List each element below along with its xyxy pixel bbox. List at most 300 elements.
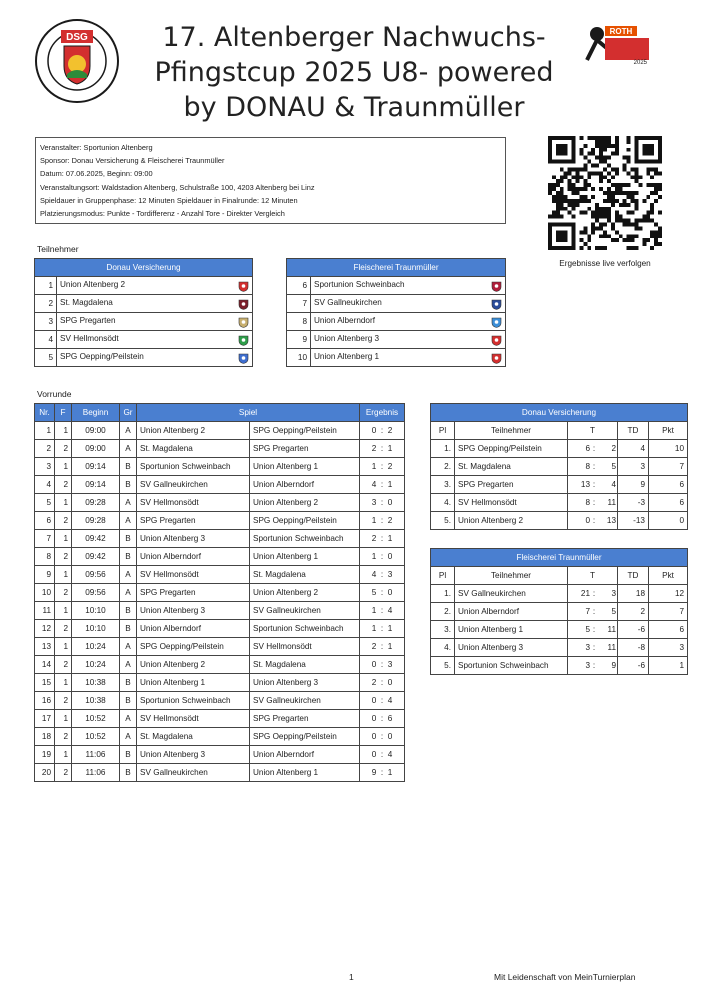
goals-against: 11 [607, 498, 616, 507]
standing-place: 2. [431, 603, 455, 621]
match-group: A [120, 656, 137, 674]
col-header-result: Ergebnis [360, 404, 405, 422]
club-crest-icon [491, 299, 502, 310]
col-header-nr: Nr. [35, 404, 55, 422]
away-goals: 0 [387, 732, 393, 741]
score-separator: : [376, 498, 388, 507]
match-field: 1 [55, 746, 72, 764]
score-separator: : [376, 426, 388, 435]
match-row [35, 422, 405, 440]
score-separator: : [376, 696, 388, 705]
participant-name: Union Altenberg 2 [60, 279, 126, 289]
match-number: 10 [35, 584, 55, 602]
match-start-time: 10:24 [72, 656, 120, 674]
home-goals: 0 [371, 426, 377, 435]
standing-goal-diff: -8 [618, 639, 649, 657]
match-group: A [120, 494, 137, 512]
match-home-team: SPG Oepping/Peilstein [137, 638, 250, 656]
goals-separator: : [592, 661, 596, 670]
standing-points: 12 [649, 585, 688, 603]
match-group: B [120, 674, 137, 692]
participant-number: 10 [287, 349, 311, 367]
participant-name: Sportunion Schweinbach [314, 279, 405, 289]
participant-cell [311, 349, 506, 367]
participant-number: 4 [35, 331, 57, 349]
match-start-time: 09:00 [72, 422, 120, 440]
participant-row [35, 331, 253, 349]
score-separator: : [376, 588, 388, 597]
match-start-time: 09:14 [72, 476, 120, 494]
goals-against: 5 [611, 462, 616, 471]
participant-cell [311, 277, 506, 295]
match-away-team: SV Gallneukirchen [250, 692, 360, 710]
info-duration: Spieldauer in Gruppenphase: 12 Minuten Spieldauer in Finalrunde: 12 Minuten [40, 195, 298, 205]
match-number: 6 [35, 512, 55, 530]
match-group: B [120, 548, 137, 566]
match-row [35, 548, 405, 566]
goals-for: 8 [585, 462, 590, 471]
match-field: 1 [55, 710, 72, 728]
home-goals: 0 [371, 714, 377, 723]
home-goals: 1 [371, 516, 377, 525]
participant-name: SPG Pregarten [60, 315, 116, 325]
match-number: 20 [35, 764, 55, 782]
score-separator: : [376, 552, 388, 561]
match-home-team: Union Altenberg 1 [137, 674, 250, 692]
match-number: 9 [35, 566, 55, 584]
participants-label: Teilnehmer [37, 244, 79, 254]
participant-name: SPG Oepping/Peilstein [60, 351, 144, 361]
standings-column-headers [431, 422, 688, 440]
match-home-team: Sportunion Schweinbach [137, 458, 250, 476]
match-group: A [120, 422, 137, 440]
match-row [35, 692, 405, 710]
preliminary-round-label: Vorrunde [37, 389, 72, 399]
standing-points: 1 [649, 657, 688, 675]
goals-for: 7 [585, 607, 590, 616]
standing-goals [568, 458, 618, 476]
away-goals: 2 [387, 462, 393, 471]
participant-cell [57, 313, 253, 331]
home-goals: 0 [371, 660, 377, 669]
match-field: 2 [55, 584, 72, 602]
match-result [360, 620, 405, 638]
match-home-team: Union Alberndorf [137, 620, 250, 638]
title-line-3: by DONAU & Traunmüller [183, 92, 525, 123]
tournament-info-box [35, 137, 506, 224]
club-crest-icon [238, 317, 249, 328]
score-separator: : [376, 606, 388, 615]
standings-header-points: Pkt [649, 567, 688, 585]
match-row [35, 476, 405, 494]
club-crest-icon [238, 335, 249, 346]
participant-row [287, 349, 506, 367]
home-goals: 4 [371, 570, 377, 579]
goals-against: 4 [611, 480, 616, 489]
participant-name: SV Gallneukirchen [314, 297, 382, 307]
standings-row [431, 603, 688, 621]
participant-number: 6 [287, 277, 311, 295]
info-ranking-mode: Platzierungsmodus: Punkte - Tordifferenz - Anzahl Tore - Direkter Vergleich [40, 209, 285, 219]
match-home-team: SPG Pregarten [137, 512, 250, 530]
match-group: A [120, 440, 137, 458]
away-goals: 0 [387, 552, 393, 561]
home-goals: 1 [371, 552, 377, 561]
match-away-team: SPG Oepping/Peilstein [250, 512, 360, 530]
standing-goals [568, 657, 618, 675]
match-number: 19 [35, 746, 55, 764]
match-home-team: SV Hellmonsödt [137, 494, 250, 512]
goals-separator: : [592, 607, 596, 616]
match-number: 7 [35, 530, 55, 548]
match-start-time: 10:52 [72, 710, 120, 728]
match-row [35, 584, 405, 602]
standing-team: SV Hellmonsödt [455, 494, 568, 512]
match-row [35, 458, 405, 476]
participant-name: Union Altenberg 3 [314, 333, 380, 343]
goals-separator: : [592, 462, 596, 471]
info-organizer: Veranstalter: Sportunion Altenberg [40, 143, 153, 152]
match-field: 2 [55, 764, 72, 782]
standings-row [431, 657, 688, 675]
svg-text:2025: 2025 [633, 60, 647, 66]
score-separator: : [376, 678, 388, 687]
score-separator: : [376, 462, 388, 471]
match-home-team: Union Altenberg 3 [137, 746, 250, 764]
participant-row [287, 295, 506, 313]
match-home-team: St. Magdalena [137, 440, 250, 458]
score-separator: : [376, 642, 388, 651]
match-field: 1 [55, 566, 72, 584]
standing-goals [568, 440, 618, 458]
standing-goal-diff: -3 [618, 494, 649, 512]
standing-goals [568, 512, 618, 530]
match-group: A [120, 728, 137, 746]
match-start-time: 09:28 [72, 494, 120, 512]
participant-cell [311, 295, 506, 313]
standing-points: 6 [649, 476, 688, 494]
goals-separator: : [592, 625, 596, 634]
match-home-team: Union Altenberg 3 [137, 530, 250, 548]
qr-code[interactable] [548, 136, 662, 250]
match-away-team: Union Altenberg 2 [250, 494, 360, 512]
svg-text:ROTH: ROTH [609, 27, 633, 36]
home-goals: 2 [371, 678, 377, 687]
standing-points: 10 [649, 440, 688, 458]
participant-name: Union Alberndorf [314, 315, 375, 325]
standing-team: Sportunion Schweinbach [455, 657, 568, 675]
away-goals: 0 [387, 498, 393, 507]
goals-against: 11 [607, 643, 616, 652]
standing-goal-diff: 9 [618, 476, 649, 494]
standing-goals [568, 603, 618, 621]
match-group: B [120, 692, 137, 710]
match-field: 2 [55, 620, 72, 638]
match-away-team: St. Magdalena [250, 656, 360, 674]
goals-for: 3 [585, 661, 590, 670]
match-home-team: SPG Pregarten [137, 584, 250, 602]
match-result [360, 638, 405, 656]
match-away-team: St. Magdalena [250, 566, 360, 584]
participant-row [35, 313, 253, 331]
participant-row [287, 313, 506, 331]
home-goals: 9 [371, 768, 377, 777]
away-goals: 3 [387, 570, 393, 579]
standings-header-team: Teilnehmer [455, 422, 568, 440]
match-row [35, 602, 405, 620]
group-a-participants-table [34, 258, 253, 367]
home-goals: 4 [371, 480, 377, 489]
participant-number: 5 [35, 349, 57, 367]
standings-header-team: Teilnehmer [455, 567, 568, 585]
standing-place: 4. [431, 494, 455, 512]
club-crest-icon [238, 353, 249, 364]
standing-team: SPG Oepping/Peilstein [455, 440, 568, 458]
match-home-team: SV Gallneukirchen [137, 476, 250, 494]
match-home-team: SV Gallneukirchen [137, 764, 250, 782]
match-field: 1 [55, 602, 72, 620]
standings-header-points: Pkt [649, 422, 688, 440]
participant-cell [57, 277, 253, 295]
participant-cell [311, 313, 506, 331]
goals-for: 5 [585, 625, 590, 634]
participant-number: 3 [35, 313, 57, 331]
col-header-start: Beginn [72, 404, 120, 422]
standing-team: Union Altenberg 1 [455, 621, 568, 639]
match-start-time: 09:56 [72, 566, 120, 584]
match-group: B [120, 764, 137, 782]
match-result [360, 728, 405, 746]
standings-column-headers [431, 567, 688, 585]
match-away-team: SPG Oepping/Peilstein [250, 728, 360, 746]
col-header-group: Gr [120, 404, 137, 422]
goals-against: 9 [611, 661, 616, 670]
match-away-team: SPG Oepping/Peilstein [250, 422, 360, 440]
match-group: B [120, 620, 137, 638]
standing-goals [568, 494, 618, 512]
svg-text:DSG: DSG [66, 32, 88, 43]
group-b-header: Fleischerei Traunmüller [287, 259, 506, 277]
match-group: B [120, 530, 137, 548]
match-home-team: SV Hellmonsödt [137, 566, 250, 584]
match-result [360, 458, 405, 476]
standings-header-place: Pl [431, 422, 455, 440]
match-away-team: Union Alberndorf [250, 746, 360, 764]
match-row [35, 494, 405, 512]
goals-against: 3 [611, 589, 616, 598]
club-crest-icon [238, 281, 249, 292]
match-row [35, 674, 405, 692]
match-result [360, 548, 405, 566]
match-away-team: Union Alberndorf [250, 476, 360, 494]
match-result [360, 566, 405, 584]
away-goals: 4 [387, 750, 393, 759]
match-result [360, 440, 405, 458]
match-start-time: 10:38 [72, 674, 120, 692]
match-number: 1 [35, 422, 55, 440]
standing-place: 3. [431, 621, 455, 639]
match-result [360, 494, 405, 512]
goals-separator: : [592, 589, 596, 598]
match-result [360, 710, 405, 728]
score-separator: : [376, 714, 388, 723]
match-field: 1 [55, 494, 72, 512]
standing-team: Union Alberndorf [455, 603, 568, 621]
match-away-team: Sportunion Schweinbach [250, 530, 360, 548]
match-field: 1 [55, 674, 72, 692]
goals-for: 6 [585, 444, 590, 453]
match-result [360, 584, 405, 602]
match-field: 2 [55, 476, 72, 494]
standings-header-goal-diff: TD [618, 567, 649, 585]
goals-for: 3 [585, 643, 590, 652]
match-home-team: SV Hellmonsödt [137, 710, 250, 728]
standing-goal-diff: 3 [618, 458, 649, 476]
score-separator: : [376, 660, 388, 669]
match-number: 3 [35, 458, 55, 476]
home-goals: 0 [371, 732, 377, 741]
club-crest-icon [491, 335, 502, 346]
away-goals: 1 [387, 444, 393, 453]
standing-goals [568, 476, 618, 494]
match-number: 15 [35, 674, 55, 692]
standing-place: 3. [431, 476, 455, 494]
away-goals: 2 [387, 426, 393, 435]
match-result [360, 764, 405, 782]
match-number: 5 [35, 494, 55, 512]
goals-against: 2 [611, 444, 616, 453]
match-group: B [120, 602, 137, 620]
match-group: A [120, 566, 137, 584]
col-header-match: Spiel [137, 404, 360, 422]
match-number: 18 [35, 728, 55, 746]
match-field: 1 [55, 530, 72, 548]
match-start-time: 09:00 [72, 440, 120, 458]
match-row [35, 512, 405, 530]
away-goals: 3 [387, 660, 393, 669]
match-away-team: Sportunion Schweinbach [250, 620, 360, 638]
match-number: 13 [35, 638, 55, 656]
match-result [360, 746, 405, 764]
match-start-time: 11:06 [72, 746, 120, 764]
standings-row [431, 621, 688, 639]
participant-number: 1 [35, 277, 57, 295]
match-row [35, 440, 405, 458]
match-number: 11 [35, 602, 55, 620]
match-start-time: 09:56 [72, 584, 120, 602]
home-goals: 1 [371, 606, 377, 615]
away-goals: 0 [387, 678, 393, 687]
club-crest-icon [238, 299, 249, 310]
standing-points: 7 [649, 603, 688, 621]
standing-points: 6 [649, 494, 688, 512]
match-result [360, 674, 405, 692]
match-row [35, 620, 405, 638]
home-goals: 2 [371, 534, 377, 543]
match-start-time: 09:14 [72, 458, 120, 476]
home-goals: 2 [371, 444, 377, 453]
participant-row [35, 277, 253, 295]
standing-place: 1. [431, 585, 455, 603]
away-goals: 1 [387, 642, 393, 651]
standing-team: SV Gallneukirchen [455, 585, 568, 603]
match-row [35, 710, 405, 728]
match-start-time: 10:38 [72, 692, 120, 710]
participant-row [35, 349, 253, 367]
info-sponsor: Sponsor: Donau Versicherung & Fleischerei Traunmüller [40, 156, 225, 166]
goals-separator: : [592, 643, 596, 652]
title-line-1: 17. Altenberger Nachwuchs- [162, 22, 546, 53]
match-number: 12 [35, 620, 55, 638]
match-row [35, 764, 405, 782]
standing-goal-diff: -6 [618, 621, 649, 639]
away-goals: 2 [387, 516, 393, 525]
participant-cell [57, 331, 253, 349]
participant-number: 9 [287, 331, 311, 349]
match-field: 1 [55, 422, 72, 440]
standings-row [431, 494, 688, 512]
standing-goals [568, 585, 618, 603]
qr-caption: Ergebnisse live verfolgen [559, 259, 651, 268]
participant-row [287, 277, 506, 295]
standing-place: 5. [431, 512, 455, 530]
match-result [360, 476, 405, 494]
standing-place: 4. [431, 639, 455, 657]
standing-team: SPG Pregarten [455, 476, 568, 494]
group-b-standings-header: Fleischerei Traunmüller [431, 549, 688, 567]
match-start-time: 09:42 [72, 530, 120, 548]
away-goals: 1 [387, 624, 393, 633]
score-separator: : [376, 444, 388, 453]
away-goals: 1 [387, 768, 393, 777]
participant-row [287, 331, 506, 349]
score-separator: : [376, 624, 388, 633]
score-separator: : [376, 768, 388, 777]
standings-row [431, 458, 688, 476]
match-group: B [120, 476, 137, 494]
goals-separator: : [592, 516, 596, 525]
match-field: 2 [55, 728, 72, 746]
home-goals: 0 [371, 750, 377, 759]
match-home-team: Union Altenberg 2 [137, 656, 250, 674]
schedule-table [34, 403, 405, 782]
participant-cell [311, 331, 506, 349]
match-away-team: Union Altenberg 1 [250, 458, 360, 476]
group-a-standings-table [430, 403, 688, 530]
standings-header-place: Pl [431, 567, 455, 585]
standing-team: Union Altenberg 3 [455, 639, 568, 657]
away-goals: 6 [387, 714, 393, 723]
away-goals: 1 [387, 534, 393, 543]
away-goals: 0 [387, 588, 393, 597]
match-result [360, 602, 405, 620]
standing-goal-diff: 4 [618, 440, 649, 458]
standing-points: 3 [649, 639, 688, 657]
match-away-team: SPG Pregarten [250, 440, 360, 458]
score-separator: : [376, 750, 388, 759]
standing-goal-diff: -6 [618, 657, 649, 675]
match-home-team: Union Altenberg 2 [137, 422, 250, 440]
match-field: 2 [55, 692, 72, 710]
match-away-team: Union Altenberg 2 [250, 584, 360, 602]
match-home-team: Sportunion Schweinbach [137, 692, 250, 710]
goals-against: 13 [606, 516, 616, 525]
match-number: 2 [35, 440, 55, 458]
group-a-header: Donau Versicherung [35, 259, 253, 277]
score-separator: : [376, 516, 388, 525]
match-group: B [120, 746, 137, 764]
match-group: B [120, 458, 137, 476]
